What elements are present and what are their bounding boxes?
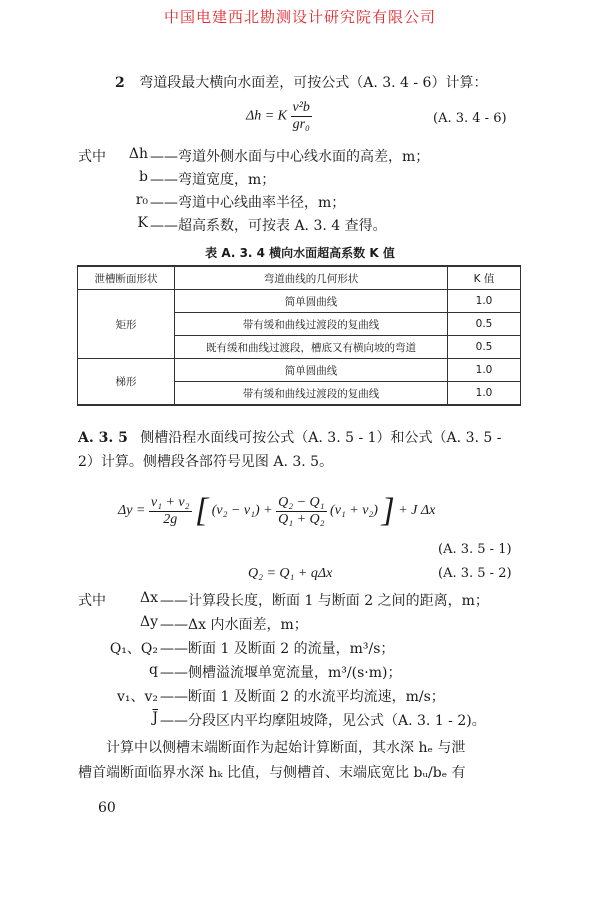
table-row — [78, 290, 521, 313]
formula-a352: Q₂ = Q₁ + qΔx — [248, 566, 333, 581]
k-cell: 0.5 — [448, 313, 521, 336]
defs-lead: 式中 — [78, 149, 106, 165]
def-desc: ——断面 1 及断面 2 的水流平均流速，m/s； — [160, 689, 445, 705]
def-desc: ——分段区内平均摩阻坡降，见公式（A. 3. 1 - 2)。 — [160, 713, 486, 729]
formula-a351 — [118, 494, 435, 528]
formula-fraction — [291, 100, 312, 133]
page-number: 60 — [98, 800, 116, 816]
k-value-table — [77, 265, 521, 406]
table-row — [78, 359, 521, 382]
item-2 — [115, 72, 487, 92]
fraction-numerator: v²b — [292, 100, 310, 115]
k-cell: 1.0 — [448, 382, 521, 406]
header-cell: 泄槽断面形状 — [78, 266, 175, 290]
section-a35 — [78, 427, 501, 447]
def-symbol: b — [139, 169, 148, 185]
def-desc: ——计算段长度，断面 1 与断面 2 之间的距离，m； — [160, 593, 489, 609]
section-text-line2: 2）计算。侧槽段各部符号见图 A. 3. 5。 — [78, 454, 334, 470]
formula-lhs: Δy = — [118, 503, 146, 519]
def-symbol: K — [137, 215, 148, 231]
defs-lead: 式中 — [78, 593, 106, 609]
def-symbol: v₁、v₂ — [116, 689, 158, 705]
formula-fraction — [276, 495, 326, 528]
formula-tail: + J Δx — [398, 503, 436, 519]
def-desc: ——侧槽溢流堰单宽流量，m³/(s·m)； — [160, 665, 402, 681]
header-cell: K 值 — [448, 266, 521, 290]
eqno-a351: (A. 3. 5 - 1) — [438, 542, 512, 557]
k-cell: 0.5 — [448, 336, 521, 359]
shape-cell: 梯形 — [78, 359, 175, 406]
k-cell: 1.0 — [448, 290, 521, 313]
def-desc: ——弯道宽度，m； — [150, 172, 276, 188]
eqno-a352: (A. 3. 5 - 2) — [438, 566, 512, 581]
fraction-denominator: Q₁ + Q₂ — [278, 511, 325, 527]
def-desc: ——超高系数，可按表 A. 3. 4 查得。 — [150, 218, 387, 234]
def-desc: ——断面 1 及断面 2 的流量，m³/s； — [160, 641, 395, 657]
def-symbol: Q₁、Q₂ — [109, 641, 158, 657]
def-desc: ——弯道外侧水面与中心线水面的高差，m； — [150, 149, 430, 165]
header-cell: 弯道曲线的几何形状 — [175, 266, 448, 290]
geometry-cell: 简单圆曲线 — [175, 359, 448, 382]
geometry-cell: 带有缓和曲线过渡段的复曲线 — [175, 313, 448, 336]
formula-lhs: Δh = K — [246, 108, 288, 124]
def-symbol: Δh — [128, 146, 148, 162]
eqno-a346: (A. 3. 4 - 6) — [433, 111, 507, 126]
item-text: 弯道段最大横向水面差，可按公式（A. 3. 4 - 6）计算： — [139, 75, 488, 91]
def-symbol: q — [149, 662, 158, 678]
def-symbol: $\overline{J}$ — [152, 710, 158, 726]
section-text: 侧槽沿程水面线可按公式（A. 3. 5 - 1）和公式（A. 3. 5 - — [140, 430, 502, 446]
formula-a346 — [246, 100, 312, 133]
paragraph-line: 槽首端断面临界水深 hₖ 比值，与侧槽首、末端底宽比 bᵤ/bₑ 有 — [78, 765, 466, 781]
def-desc: ——Δx 内水面差，m； — [160, 617, 308, 633]
table-caption: 表 A. 3. 4 横向水面超高系数 K 值 — [205, 246, 395, 260]
table-header-row — [78, 266, 521, 290]
formula-term: (v₁ + v₂) — [330, 503, 378, 519]
shape-cell: 矩形 — [78, 290, 175, 359]
fraction-denominator: 2g — [163, 511, 178, 527]
def-symbol: Δx — [139, 590, 158, 606]
def-desc: ——弯道中心线曲率半径，m； — [150, 195, 346, 211]
fraction-numerator: v₁ + v₂ — [150, 494, 190, 510]
geometry-cell: 带有缓和曲线过渡段的复曲线 — [175, 382, 448, 406]
geometry-cell: 简单圆曲线 — [175, 290, 448, 313]
publisher-header: 中国电建西北勘测设计研究院有限公司 — [163, 8, 436, 26]
formula-fraction — [149, 495, 192, 528]
fraction-numerator: Q₂ − Q₁ — [278, 494, 325, 510]
k-cell: 1.0 — [448, 359, 521, 382]
right-bracket: ] — [381, 492, 395, 529]
fraction-denominator: gr₀ — [292, 117, 310, 132]
section-label: A. 3. 5 — [78, 430, 128, 446]
item-number: 2 — [115, 75, 125, 91]
left-bracket: [ — [195, 492, 209, 529]
def-symbol: r₀ — [135, 192, 148, 208]
formula-term: (v₂ − v₁) + — [211, 503, 273, 519]
paragraph-line: 计算中以侧槽末端断面作为起始计算断面，其水深 hₑ 与泄 — [106, 740, 466, 756]
geometry-cell: 既有缓和曲线过渡段，槽底又有横向坡的弯道 — [175, 336, 448, 359]
def-symbol: Δy — [139, 614, 158, 630]
